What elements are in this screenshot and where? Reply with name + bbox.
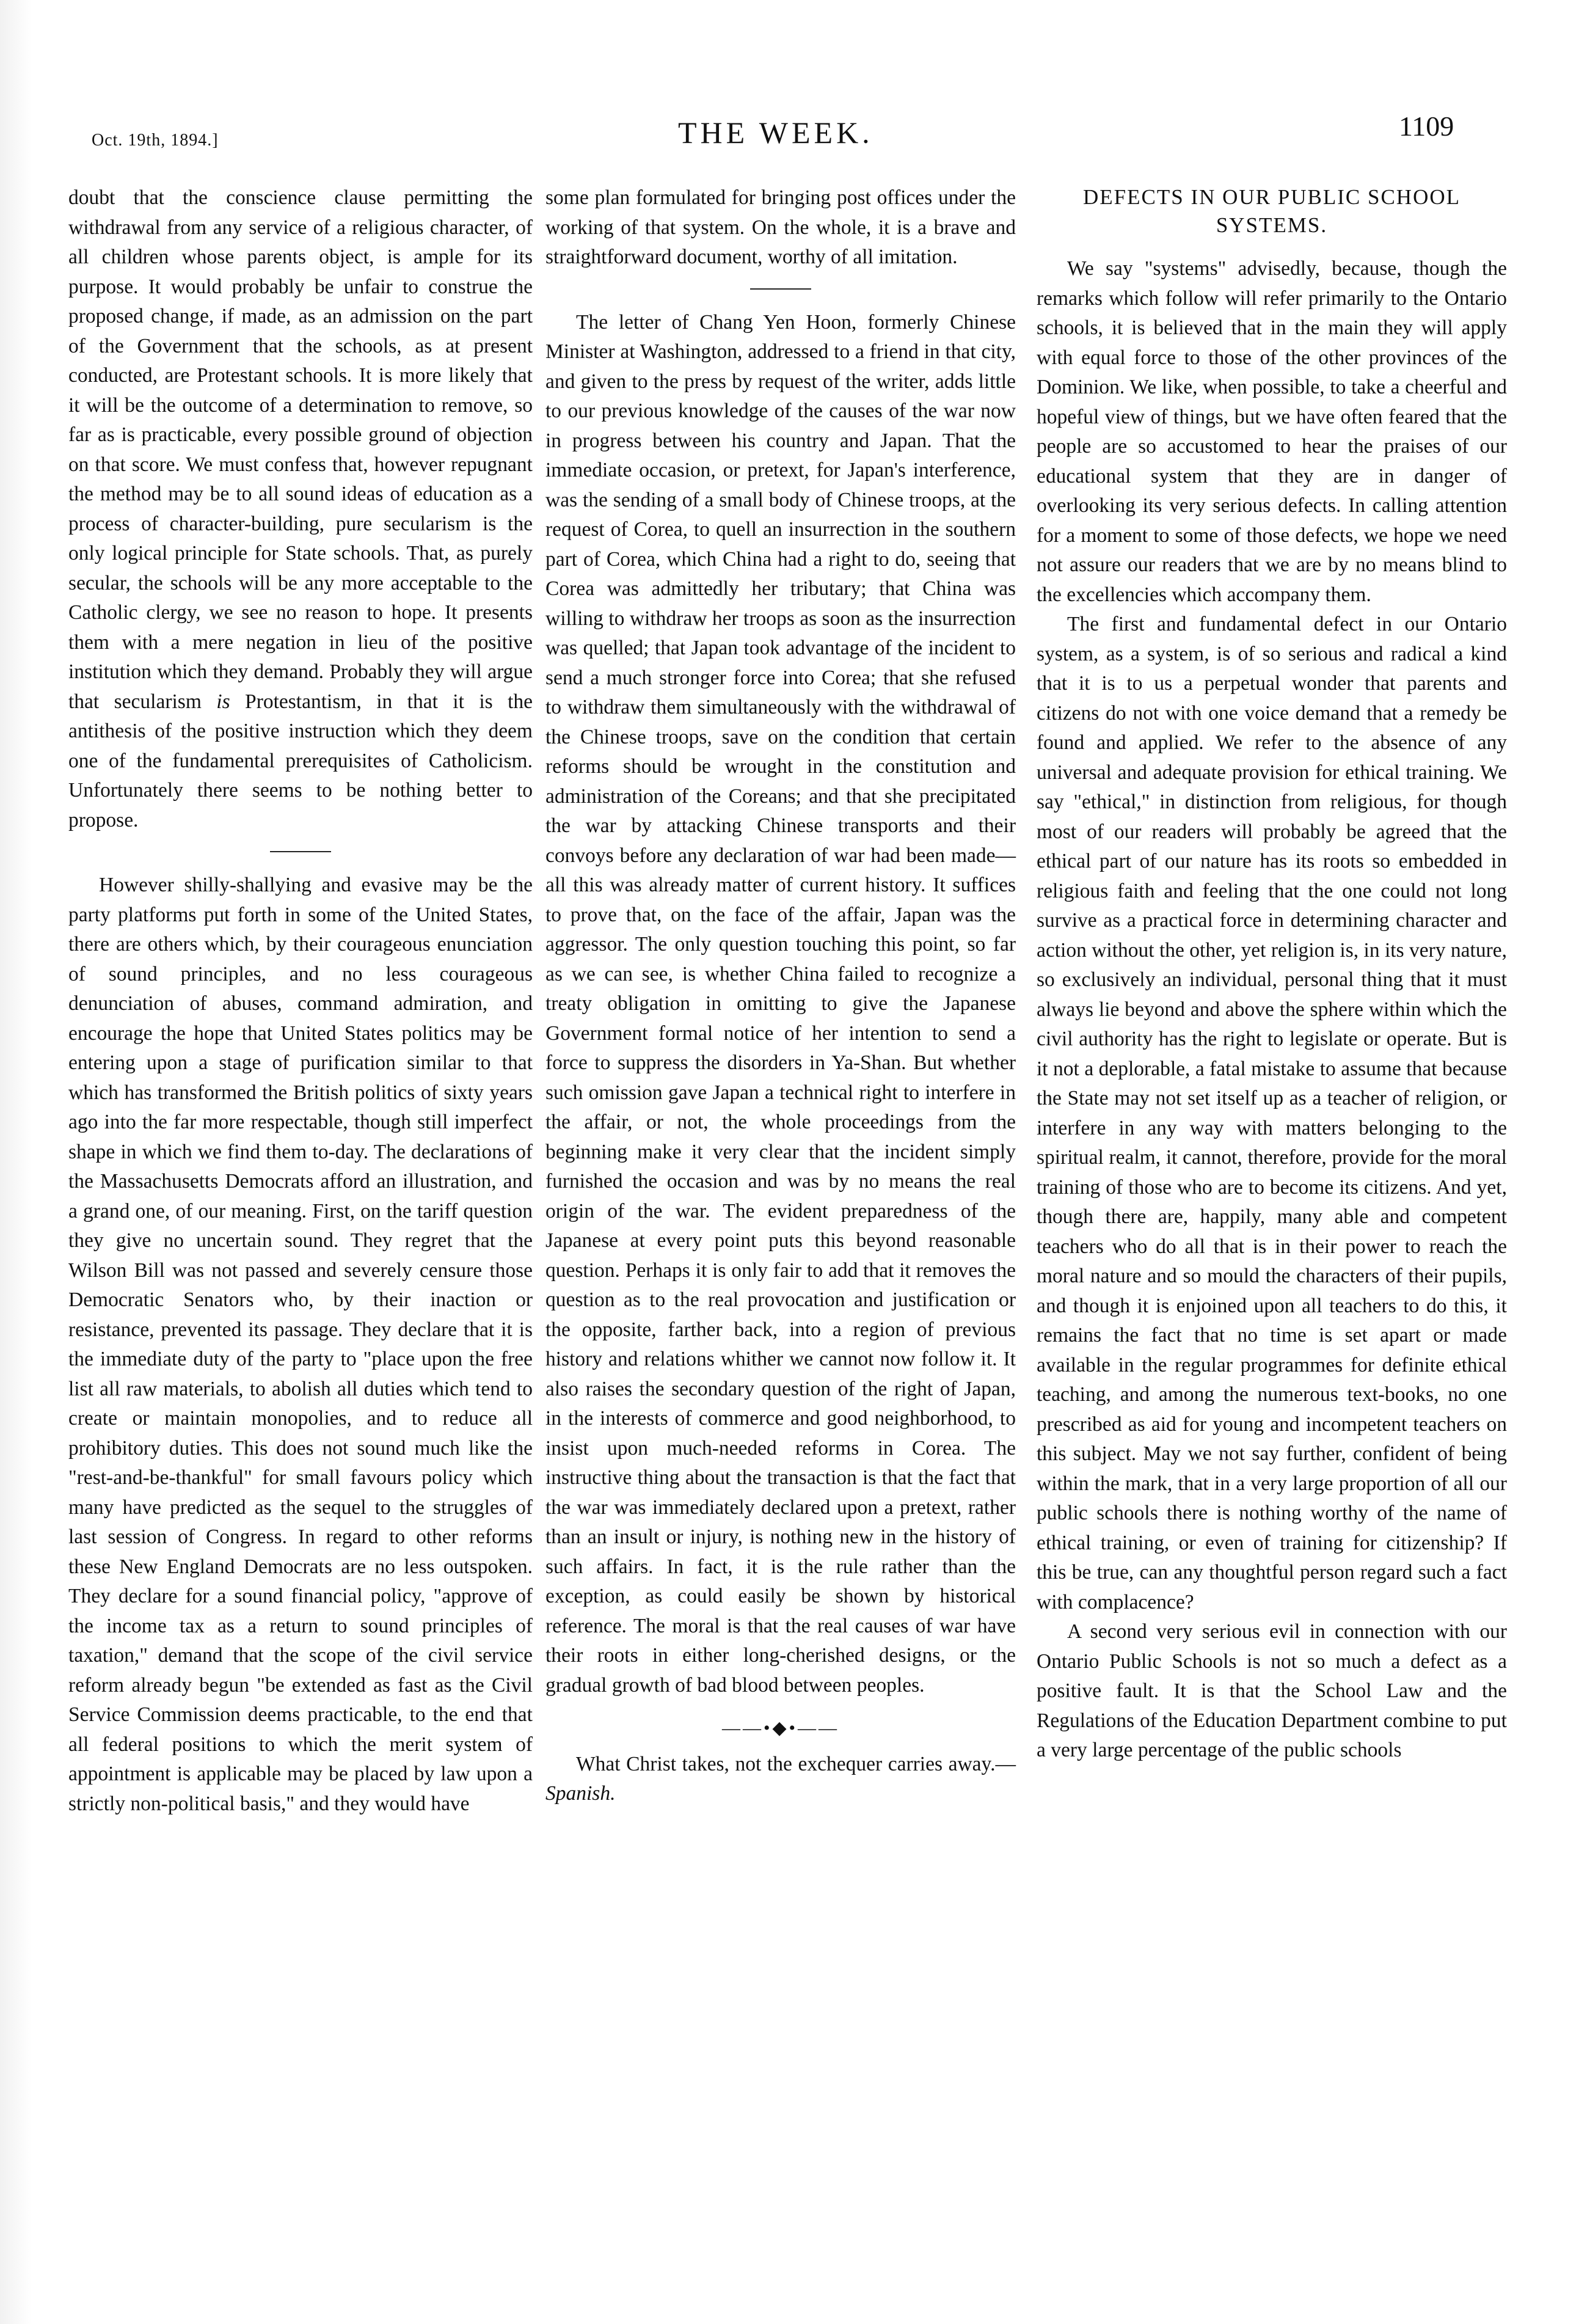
ornament-divider: ——•◆•——	[721, 1718, 840, 1738]
emphasis-text: is	[216, 690, 230, 713]
quotation	[545, 1750, 1016, 1809]
quote-source: Spanish.	[545, 1782, 616, 1805]
paragraph-post-offices: some plan formulated for bringing post offices under the working of that system. On the whole, it is a brave and straightforward document, worthy of all imitation.	[545, 186, 1016, 268]
issue-date: Oct. 19th, 1894.]	[92, 131, 219, 150]
publication-title: THE WEEK.	[678, 115, 873, 150]
paragraph-party-platforms: However shilly-shallying and evasive may be the party platforms put forth in some of the United States, there are others which, by their courageous enunciation of sound principles, and no less courageous denunciation of abuses, command admiration, and encourage the hope that United States politics may be entering upon a stage of purification similar to that which has transformed the British politics of sixty years ago into the far more respectable, though still imperfect shape in which we find them to-day. The declarations of the Massachusetts Democrats afford an illustration, and a grand one, of our meaning. First, on the tariff question they give no uncertain sound. They regret that the Wilson Bill was not passed and severely censure those Democratic Senators who, by their inaction or resistance, prevented its passage. They declare that it is the immediate duty of the party to "place upon the free list all raw materials, to abolish all duties which tend to create or maintain monopolies, and to reduce all prohibitory duties. This does not sound much like the "rest-and-be-thankful" for small favours policy which many have predicted as the sequel to the struggles of last session of Congress. In regard to other reforms these New England Democrats are no less outspoken. They declare for a sound financial policy, "approve of the income tax as a return to sound principles of taxation," demand that the scope of the civil service reform already begun "be extended as fast as the Civil Service Commission deems practicable, to the end that all federal positions to which the merit system of appointment is applicable may be placed by law upon a strictly non-political basis," and they would have	[68, 874, 533, 1815]
paragraph-secularism	[68, 183, 533, 835]
paragraph-chang-yen-hoon: The letter of Chang Yen Hoon, formerly Chinese Minister at Washington, addressed to a friend in that city, and given to the press by request of the writer, adds little to our previous knowledge of the causes of the war now in progress between his country and Japan. That the immediate occasion, or pretext, for Japan's interference, was the sending of a small body of Chinese troops, at the request of Corea, to quell an insurrection in the southern part of Corea, which China had a right to do, seeing that Corea was admittedly her tributary; that China was willing to withdraw her troops as soon as the insurrection was quelled; that Japan took advantage of the incident to send a much stronger force into Corea; that she refused to withdraw them simultaneously with the withdrawal of the Chinese troops, save on the condition that certain reforms should be wrought in the constitution and administration of the Coreans; and that she precipitated the war by attacking Chinese transports and their convoys before any declaration of war had been made—all this was already matter of current history. It suffices to prove that, on the face of the affair, Japan was the aggressor. The only question touching this point, so far as we can see, is whether China failed to recognize a treaty obligation in omitting to give the Japanese Government formal notice of her intention to send a force to suppress the disorders in Ya-Shan. But whether such omission gave Japan a technical right to interfere in the affair, or not, the whole proceedings from the beginning make it very clear that the incident simply furnished the occasion and was by no means the real origin of the war. The evident preparedness of the Japanese at every point puts this beyond reasonable question. Perhaps it is only fair to add that it removes the question as to the real provocation and justification or the opposite, farther back, into a region of previous history and relations whither we cannot now follow it. It also raises the secondary question of the right of Japan, in the interests of commerce and good neighborhood, to insist upon much-needed reforms in Corea. The instructive thing about the transaction is that the fact that the war was immediately declared upon a pretext, rather than an insult or injury, is nothing new in the history of such affairs. In fact, it is the rule rather than the exception, as could easily be shown by historical reference. The moral is that the real causes of war have their roots in either long-cherished designs, or the gradual growth of bad blood between peoples.	[545, 310, 1016, 1697]
section-divider	[270, 851, 331, 852]
page-header	[0, 104, 1590, 159]
paragraph-systems: We say "systems" advisedly, because, though the remarks which follow will refer primarily to the Ontario schools, it is believed that in the main they will apply with equal force to those of the other provinces of the Dominion. We like, when possible, to take a cheerful and hopeful view of things, but we have often feared that the people are so accustomed to hear the praises of our educational system that they are in danger of overlooking its very serious defects. In calling attention for a moment to some of those defects, we hope we need not assure our readers that we are by no means blind to the excellencies which accompany them.	[1037, 257, 1507, 606]
column-middle	[545, 183, 1016, 1809]
column-left	[68, 183, 533, 1819]
article-heading: DEFECTS IN OUR PUBLIC SCHOOL SYSTEMS.	[1083, 185, 1461, 237]
paragraph-text: doubt that the conscience clause permitting the withdrawal from any service of a religious character, of all children whose parents object, is ample for its purpose. It would probably be unfair to construe the proposed change, if made, as an admission on the part of the Government that the schools, as at present conducted, are Protestant schools. It is more likely that it will be the outcome of a determination to remove, so far as is practicable, every possible ground of objection on that score. We must confess that, however repugnant the method may be to all sound ideas of education as a process of character-building, pure secularism is the only logical principle for State schools. That, as purely secular, the schools will be any more acceptable to the Catholic clergy, we see no reason to hope. It presents them with a mere negation in lieu of the positive institution which they demand. Probably they will argue that secularism	[68, 186, 533, 713]
scanned-page-margin	[0, 0, 32, 2324]
section-divider	[750, 288, 811, 290]
column-right	[1037, 183, 1507, 1766]
paragraph-first-defect: The first and fundamental defect in our Ontario system, as a system, is of so serious and radical a kind that it is to us a perpetual wonder that parents and citizens do not with one voice demand that a remedy be found and applied. We refer to the absence of any universal and adequate provision for ethical training. We say "ethical," in distinction from religious, for though most of our readers will probably be agreed that the ethical part of our nature has its roots so embedded in religious faith and feeling that the one could not long survive as a practical force in determining character and action without the other, yet religion is, in its very nature, so exclusively an individual, personal thing that it must always lie beyond and above the sphere within which the civil authority has the right to legislate or operate. But is it not a deplorable, a fatal mistake to assume that because the State may not set itself up as a teacher of religion, or interfere in any way with matters belonging to the spiritual realm, it cannot, therefore, provide for the moral training of those who are to become its citizens. And yet, though there are, happily, many able and competent teachers who do all that is in their power to reach the moral nature and so mould the characters of their pupils, and though it is enjoined upon all teachers to do this, it remains the fact that no time is set apart or made available in the regular programmes for definite ethical teaching, and among the numerous text-books, no one prescribed as aid for young and incompetent teachers on this subject. May we not say further, confident of being within the mark, that in a very large proportion of all our public schools there is nothing worthy of the name of ethical training, or even of training for citizenship? If this be true, can any thoughtful person regard such a fact with complacence?	[1037, 613, 1507, 1613]
quote-text: What Christ takes, not the exchequer carries away.—	[576, 1752, 1016, 1775]
paragraph-second-evil: A second very serious evil in connection with our Ontario Public Schools is not so much a defect as a positive fault. It is that the School Law and the Regulations of the Education Department combine to put a very large percentage of the public schools	[1037, 1620, 1507, 1761]
page-number: 1109	[1399, 111, 1454, 142]
paragraph-text: Protestantism, in that it is the antithesis of the positive instruction which they deem one of the fundamental prerequisites of Catholicism. Unfortunately there seems to be nothing better to propose.	[68, 690, 533, 831]
